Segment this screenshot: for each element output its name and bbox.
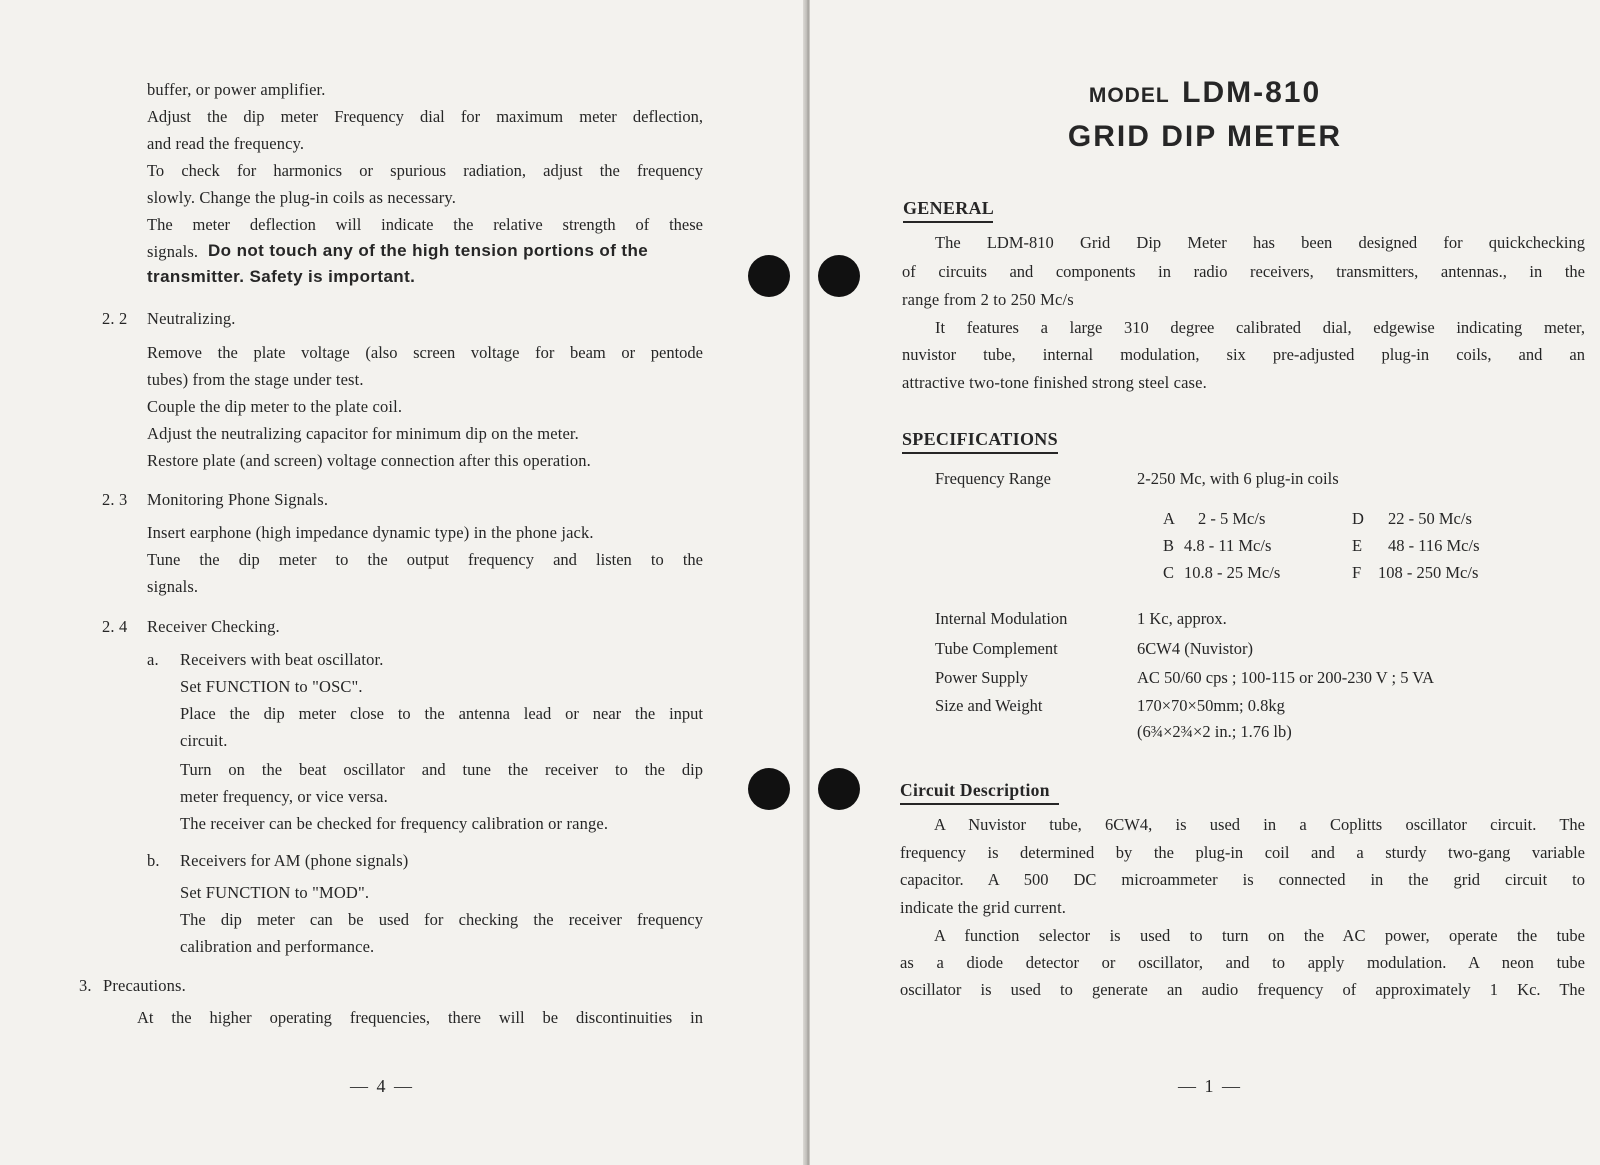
spec-label: Internal Modulation [935,609,1068,628]
text-line: Insert earphone (high impedance dynamic type) in the phone jack. [147,523,594,542]
section-number: 2. 3 [102,490,128,509]
text-line: A Nuvistor tube, 6CW4, is used in a Coplitts oscillator circuit. The [934,815,1585,834]
warning-text: Do not touch any of the high tension portions of the [208,241,649,260]
specifications-heading: SPECIFICATIONS [902,429,1058,449]
spec-value: (6¾×2¾×2 in.; 1.76 lb) [1137,722,1292,741]
text-line: indicate the grid current. [900,898,1067,917]
spec-value: 1 Kc, approx. [1137,609,1227,628]
text-line: tubes) from the stage under test. [147,370,364,389]
section-number: 2. 2 [102,309,128,328]
coil-letter: B [1163,536,1175,555]
heading-underline [900,803,1059,805]
text-line: signals. [147,577,199,596]
text-line: Remove the plate voltage (also screen voltage for beam or pentode [147,343,703,362]
text-line: Restore plate (and screen) voltage connection after this operation. [147,451,591,470]
text-line: Set FUNCTION to "MOD". [180,883,370,902]
text-line: range from 2 to 250 Mc/s [902,290,1074,309]
text-line: slowly. Change the plug-in coils as necessary. [147,188,457,207]
page-title: GRID DIP METER [1067,120,1343,153]
text-line: Adjust the neutralizing capacitor for minimum dip on the meter. [147,424,579,443]
text-line: Place the dip meter close to the antenna lead or near the input [180,704,703,723]
section-title: Neutralizing. [147,309,236,328]
text-line: frequency is determined by the plug-in coil and a sturdy two-gang variable [900,843,1585,862]
binding-hole [748,255,790,297]
title-model [985,76,1425,110]
text-line: Turn on the beat oscillator and tune the receiver to the dip [180,760,703,779]
right-page [810,0,1600,1165]
coil-letter: A [1163,509,1175,528]
text-line: Set FUNCTION to "OSC". [180,677,363,696]
title-model-word: MODEL [1088,84,1170,107]
general-heading: GENERAL [903,198,995,218]
binding-hole [818,768,860,810]
text-line: A function selector is used to turn on the AC power, operate the tube [934,926,1585,945]
text-line: circuit. [180,731,228,750]
spec-value: AC 50/60 cps ; 100-115 or 200-230 V ; 5 VA [1137,668,1435,687]
warning-text: transmitter. Safety is important. [147,267,416,286]
text-line: as a diode detector or oscillator, and to apply modulation. A neon tube [900,953,1585,972]
text-line: calibration and performance. [180,937,375,956]
spec-label: Frequency Range [935,469,1051,488]
text-line: Adjust the dip meter Frequency dial for maximum meter deflection, [147,107,703,126]
text-line: meter frequency, or vice versa. [180,787,388,806]
binding-hole [818,255,860,297]
coil-letter: F [1352,563,1362,582]
coil-range: 4.8 - 11 Mc/s [1184,536,1272,555]
spec-value: 6CW4 (Nuvistor) [1137,639,1253,658]
text-line: At the higher operating frequencies, there will be discontinuities in [137,1008,703,1027]
page-number: — 1 — [1178,1076,1242,1096]
list-label: b. [147,851,160,870]
text-line: The dip meter can be used for checking the receiver frequency [180,910,703,929]
section-title: Precautions. [103,976,186,995]
text-line: The meter deflection will indicate the relative strength of these [147,215,703,234]
coil-range: 10.8 - 25 Mc/s [1184,563,1281,582]
subsection-title: Receivers with beat oscillator. [180,650,384,669]
text-line: capacitor. A 500 DC microammeter is connected in the grid circuit to [900,870,1585,889]
title-model-number: LDM-810 [1182,76,1322,109]
text-line: buffer, or power amplifier. [147,80,326,99]
spec-label: Size and Weight [935,696,1043,715]
text-line: oscillator is used to generate an audio frequency of approximately 1 Kc. The [900,980,1585,999]
text-line: It features a large 310 degree calibrated dial, edgewise indicating meter, [935,318,1585,337]
coil-range: 48 - 116 Mc/s [1388,536,1480,555]
binding-hole [748,768,790,810]
circuit-heading: Circuit Description [900,780,1050,800]
coil-range: 108 - 250 Mc/s [1378,563,1479,582]
text-line: and read the frequency. [147,134,305,153]
text-line: of circuits and components in radio receivers, transmitters, antennas., in the [902,262,1585,281]
page-number: — 4 — [350,1076,414,1096]
text-line: To check for harmonics or spurious radiation, adjust the frequency [147,161,703,180]
section-title: Monitoring Phone Signals. [147,490,329,509]
coil-letter: D [1352,509,1364,528]
list-label: a. [147,650,159,669]
heading-underline [902,452,1058,454]
section-number: 2. 4 [102,617,128,636]
text-line: nuvistor tube, internal modulation, six pre-adjusted plug-in coils, and an [902,345,1585,364]
coil-letter: E [1352,536,1363,555]
text-line: Couple the dip meter to the plate coil. [147,397,403,416]
text-line: signals. [147,242,199,261]
coil-letter: C [1163,563,1175,582]
text-line: Tune the dip meter to the output frequency and listen to the [147,550,703,569]
heading-underline [903,221,993,223]
coil-range: 22 - 50 Mc/s [1388,509,1472,528]
section-title: Receiver Checking. [147,617,280,636]
spec-value: 170×70×50mm; 0.8kg [1137,696,1285,715]
spec-label: Tube Complement [935,639,1058,658]
text-line: The LDM-810 Grid Dip Meter has been designed for quickchecking [935,233,1585,252]
subsection-title: Receivers for AM (phone signals) [180,851,409,870]
section-number: 3. [79,976,92,995]
coil-range: 2 - 5 Mc/s [1198,509,1266,528]
spec-label: Power Supply [935,668,1029,687]
text-line: The receiver can be checked for frequency calibration or range. [180,814,609,833]
text-line: attractive two-tone finished strong steel case. [902,373,1207,392]
spec-value: 2-250 Mc, with 6 plug-in coils [1137,469,1339,488]
